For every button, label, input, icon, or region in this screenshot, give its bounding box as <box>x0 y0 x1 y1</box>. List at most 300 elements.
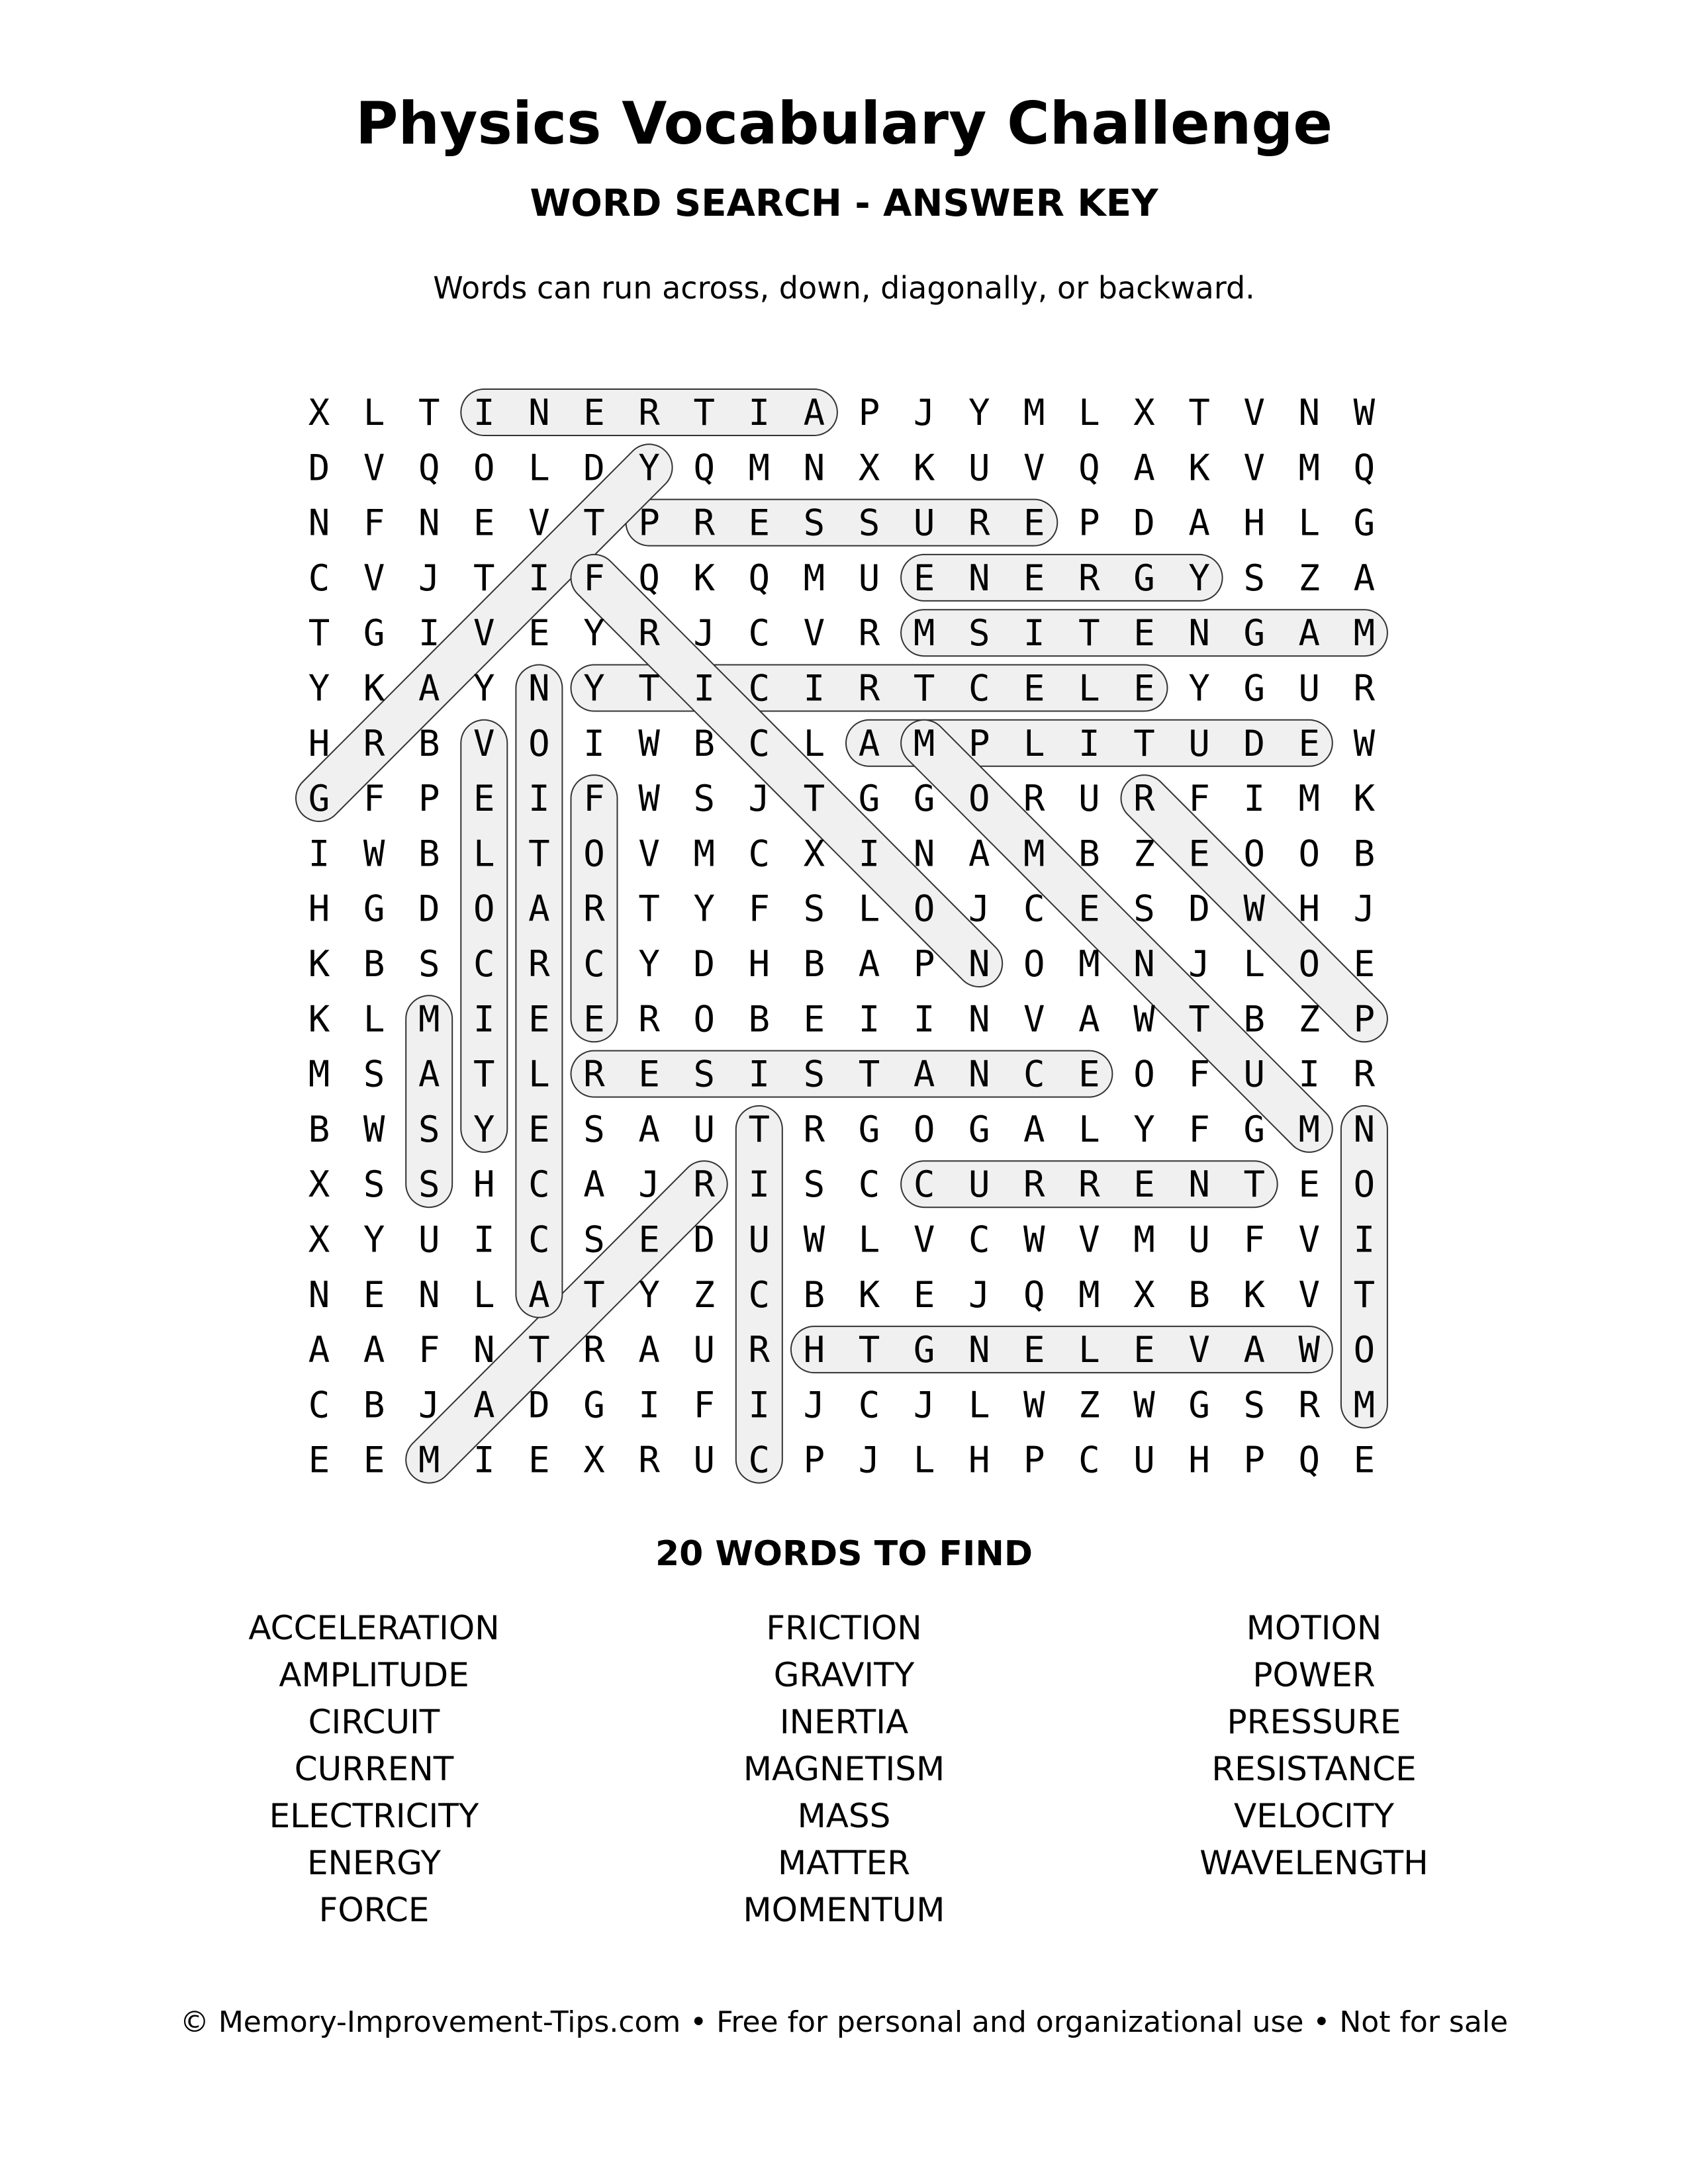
page-subtitle: WORD SEARCH - ANSWER KEY <box>530 182 1158 225</box>
word-list-item: ACCELERATION <box>248 1609 500 1647</box>
grid-letter: A <box>913 1053 935 1095</box>
grid-letter: S <box>693 1053 715 1095</box>
grid-letter: E <box>1023 667 1045 709</box>
grid-letter: I <box>308 833 330 875</box>
grid-letter: O <box>1298 943 1321 985</box>
grid-letter: N <box>1188 1163 1210 1206</box>
grid-letter: B <box>1188 1273 1210 1316</box>
grid-letter: T <box>693 392 715 433</box>
grid-letter: O <box>1353 1329 1376 1371</box>
grid-letter: K <box>913 447 935 489</box>
grid-letter: M <box>1023 833 1045 875</box>
grid-letter: N <box>418 502 440 544</box>
grid-letter: D <box>528 1384 550 1426</box>
grid-letter: R <box>693 1163 715 1206</box>
grid-letter: S <box>803 502 825 544</box>
grid-letter: H <box>1298 887 1321 930</box>
grid-letter: V <box>1078 1218 1100 1261</box>
grid-letter: I <box>528 557 550 599</box>
grid-letter: U <box>968 1163 990 1206</box>
grid-letter: I <box>638 1384 660 1426</box>
grid-letter: R <box>693 502 715 544</box>
grid-letter: I <box>473 1439 495 1481</box>
grid-letter: S <box>583 1218 605 1261</box>
grid-letter: W <box>1353 722 1376 764</box>
grid-letter: S <box>418 1163 440 1206</box>
grid-letter: B <box>308 1108 330 1150</box>
grid-letter: F <box>363 502 385 544</box>
grid-letter: G <box>858 778 880 820</box>
grid-letter: E <box>1133 667 1155 709</box>
grid-letter: U <box>418 1218 440 1261</box>
grid-letter: A <box>1078 998 1100 1040</box>
grid-letter: E <box>1353 943 1376 985</box>
grid-letter: V <box>1243 447 1265 489</box>
grid-letter: A <box>528 1273 550 1316</box>
grid-letter: L <box>1078 1108 1100 1150</box>
grid-letter: O <box>693 998 715 1040</box>
grid-letter: J <box>968 1273 990 1316</box>
grid-letter: S <box>363 1163 385 1206</box>
grid-letter: R <box>748 1329 771 1371</box>
grid-letter: Q <box>638 557 660 599</box>
grid-letter: O <box>1023 943 1045 985</box>
grid-letter: N <box>308 502 330 544</box>
grid-letter: T <box>748 1108 771 1150</box>
grid-letter: H <box>803 1329 825 1371</box>
grid-letter: L <box>858 887 880 930</box>
grid-letter: T <box>1188 392 1210 433</box>
grid-letter: A <box>858 943 880 985</box>
grid-letter: L <box>1078 667 1100 709</box>
grid-letter: E <box>1078 1053 1100 1095</box>
grid-letter: L <box>528 1053 550 1095</box>
grid-letter: T <box>1353 1273 1376 1316</box>
grid-letter: J <box>968 887 990 930</box>
grid-letter: J <box>638 1163 660 1206</box>
grid-letter: T <box>1188 998 1210 1040</box>
grid-letter: M <box>913 612 935 655</box>
grid-letter: Y <box>308 667 330 709</box>
word-list-item: CURRENT <box>294 1750 454 1788</box>
grid-letter: P <box>418 778 440 820</box>
grid-letter: Z <box>693 1273 715 1316</box>
grid-letter: C <box>748 612 771 655</box>
grid-letter: D <box>1188 887 1210 930</box>
grid-letter: Y <box>1133 1108 1155 1150</box>
grid-letter: L <box>363 998 385 1040</box>
grid-letter: N <box>968 943 990 985</box>
grid-letter: T <box>528 833 550 875</box>
grid-letter: O <box>473 887 495 930</box>
grid-letter: I <box>583 722 605 764</box>
grid-letter: Q <box>1298 1439 1321 1481</box>
grid-letter: R <box>638 612 660 655</box>
grid-letter: R <box>638 392 660 433</box>
grid-letter: L <box>1023 722 1045 764</box>
grid-letter: L <box>473 1273 495 1316</box>
grid-letter: F <box>1188 1108 1210 1150</box>
grid-letter: J <box>1353 887 1376 930</box>
grid-letter: T <box>638 887 660 930</box>
grid-letter: U <box>693 1329 715 1371</box>
grid-letter: H <box>308 887 330 930</box>
grid-letter: C <box>858 1384 880 1426</box>
grid-letter: J <box>748 778 771 820</box>
grid-letter: A <box>1353 557 1376 599</box>
word-list-item: MATTER <box>778 1844 910 1882</box>
grid-letter: N <box>803 447 825 489</box>
grid-letter: A <box>638 1108 660 1150</box>
grid-letter: X <box>308 1163 330 1206</box>
grid-letter: R <box>1078 557 1100 599</box>
grid-letter: M <box>1298 778 1321 820</box>
grid-letter: Z <box>1298 557 1321 599</box>
grid-letter: R <box>858 667 880 709</box>
grid-letter: R <box>583 887 605 930</box>
grid-letter: T <box>858 1053 880 1095</box>
grid-letter: B <box>803 943 825 985</box>
grid-letter: U <box>913 502 935 544</box>
grid-letter: C <box>1023 1053 1045 1095</box>
grid-letter: S <box>968 612 990 655</box>
grid-letter: J <box>418 1384 440 1426</box>
grid-letter: E <box>528 1439 550 1481</box>
grid-letter: A <box>1298 612 1321 655</box>
word-list-item: FRICTION <box>766 1609 922 1647</box>
grid-letter: E <box>748 502 771 544</box>
grid-letter: R <box>803 1108 825 1150</box>
grid-letter: U <box>1188 722 1210 764</box>
page-title: Physics Vocabulary Challenge <box>355 89 1333 158</box>
grid-letter: C <box>913 1163 935 1206</box>
grid-letter: V <box>363 557 385 599</box>
grid-letter: X <box>308 392 330 433</box>
grid-letter: Z <box>1133 833 1155 875</box>
grid-letter: A <box>418 1053 440 1095</box>
grid-letter: L <box>1078 392 1100 433</box>
grid-letter: F <box>1243 1218 1265 1261</box>
grid-letter: C <box>308 1384 330 1426</box>
grid-letter: H <box>308 722 330 764</box>
grid-letter: N <box>528 667 550 709</box>
grid-letter: J <box>913 1384 935 1426</box>
grid-letter: S <box>803 1163 825 1206</box>
grid-letter: U <box>693 1108 715 1150</box>
grid-letter: B <box>418 722 440 764</box>
grid-letter: Y <box>473 1108 495 1150</box>
grid-letter: N <box>528 392 550 433</box>
word-list-item: FORCE <box>318 1891 430 1929</box>
grid-letter: P <box>803 1439 825 1481</box>
grid-letter: B <box>1353 833 1376 875</box>
grid-letter: E <box>913 1273 935 1316</box>
grid-letter: R <box>1023 778 1045 820</box>
grid-letter: I <box>913 998 935 1040</box>
grid-letter: E <box>1078 887 1100 930</box>
grid-letter: T <box>803 778 825 820</box>
grid-letter: E <box>1133 612 1155 655</box>
grid-letter: K <box>1353 778 1376 820</box>
word-list-item: MOTION <box>1246 1609 1382 1647</box>
grid-letter: B <box>748 998 771 1040</box>
grid-letter: N <box>968 998 990 1040</box>
grid-letter: M <box>748 447 771 489</box>
word-list-item: RESISTANCE <box>1211 1750 1417 1788</box>
grid-letter: G <box>913 1329 935 1371</box>
grid-letter: C <box>528 1218 550 1261</box>
grid-letter: T <box>473 1053 495 1095</box>
grid-letter: I <box>748 392 771 433</box>
word-list-item: AMPLITUDE <box>279 1656 469 1694</box>
grid-letter: V <box>1298 1273 1321 1316</box>
grid-letter: P <box>1078 502 1100 544</box>
grid-letter: K <box>363 667 385 709</box>
grid-letter: M <box>1298 447 1321 489</box>
grid-letter: T <box>308 612 330 655</box>
word-list-item: MOMENTUM <box>743 1891 945 1929</box>
grid-letter: J <box>913 392 935 433</box>
grid-letter: K <box>1243 1273 1265 1316</box>
grid-letter: Y <box>638 447 660 489</box>
grid-letter: V <box>1188 1329 1210 1371</box>
grid-letter: W <box>1133 1384 1155 1426</box>
grid-letter: E <box>308 1439 330 1481</box>
grid-letter: Q <box>1023 1273 1045 1316</box>
grid-letter: J <box>693 612 715 655</box>
grid-letter: A <box>1188 502 1210 544</box>
grid-letter: S <box>418 943 440 985</box>
grid-letter: C <box>748 1439 771 1481</box>
grid-letter: A <box>803 392 825 433</box>
grid-letter: T <box>913 667 935 709</box>
grid-letter: Q <box>693 447 715 489</box>
grid-letter: I <box>1353 1218 1376 1261</box>
grid-letter: T <box>418 392 440 433</box>
grid-letter: L <box>913 1439 935 1481</box>
grid-letter: O <box>913 887 935 930</box>
grid-letter: P <box>968 722 990 764</box>
grid-letter: I <box>473 998 495 1040</box>
grid-letter: S <box>803 887 825 930</box>
grid-letter: W <box>1298 1329 1321 1371</box>
grid-letter: E <box>528 612 550 655</box>
grid-letter: J <box>858 1439 880 1481</box>
word-list-item: POWER <box>1252 1656 1376 1694</box>
footer-copyright: © Memory-Improvement-Tips.com • Free for personal and organizational use • Not for sale <box>179 2005 1509 2039</box>
grid-letter: E <box>1023 1329 1045 1371</box>
grid-letter: V <box>1298 1218 1321 1261</box>
grid-letter: T <box>1133 722 1155 764</box>
grid-letter: C <box>1023 887 1045 930</box>
grid-letter: E <box>528 998 550 1040</box>
grid-letter: V <box>913 1218 935 1261</box>
grid-letter: L <box>363 392 385 433</box>
grid-letter: A <box>638 1329 660 1371</box>
grid-letter: N <box>418 1273 440 1316</box>
grid-letter: L <box>968 1384 990 1426</box>
grid-letter: A <box>308 1329 330 1371</box>
grid-letter: C <box>968 1218 990 1261</box>
grid-letter: Q <box>418 447 440 489</box>
grid-letter: N <box>968 1053 990 1095</box>
grid-letter: X <box>858 447 880 489</box>
grid-letter: F <box>1188 778 1210 820</box>
grid-letter: P <box>638 502 660 544</box>
grid-letter: O <box>1298 833 1321 875</box>
grid-letter: M <box>803 557 825 599</box>
word-list-item: PRESSURE <box>1227 1703 1401 1741</box>
grid-letter: D <box>308 447 330 489</box>
grid-letter: M <box>1133 1218 1155 1261</box>
grid-letter: W <box>1243 887 1265 930</box>
grid-letter: C <box>583 943 605 985</box>
grid-letter: U <box>1078 778 1100 820</box>
grid-letter: W <box>1023 1384 1045 1426</box>
word-list-item: MAGNETISM <box>743 1750 945 1788</box>
grid-letter: O <box>583 833 605 875</box>
grid-letter: E <box>473 778 495 820</box>
word-list-column-2 <box>612 1605 1076 1934</box>
grid-letter: U <box>1243 1053 1265 1095</box>
grid-letter: Y <box>638 1273 660 1316</box>
grid-letter: N <box>913 833 935 875</box>
grid-letter: U <box>1188 1218 1210 1261</box>
grid-letter: L <box>528 447 550 489</box>
grid-letter: W <box>638 778 660 820</box>
grid-letter: V <box>1023 447 1045 489</box>
grid-letter: R <box>638 998 660 1040</box>
grid-letter: I <box>1298 1053 1321 1095</box>
grid-letter: I <box>858 998 880 1040</box>
grid-letter: R <box>1078 1163 1100 1206</box>
grid-letter: L <box>1298 502 1321 544</box>
grid-letter: B <box>363 943 385 985</box>
grid-letter: N <box>473 1329 495 1371</box>
grid-letter: X <box>308 1218 330 1261</box>
grid-letter: G <box>1188 1384 1210 1426</box>
word-list-item: VELOCITY <box>1234 1797 1394 1835</box>
grid-letter: M <box>1078 1273 1100 1316</box>
grid-letter: W <box>363 1108 385 1150</box>
grid-letter: T <box>858 1329 880 1371</box>
grid-letter: B <box>693 722 715 764</box>
grid-letter: R <box>1133 778 1155 820</box>
grid-letter: O <box>528 722 550 764</box>
grid-letter: E <box>473 502 495 544</box>
grid-letter: O <box>1353 1163 1376 1206</box>
grid-letter: I <box>748 1384 771 1426</box>
grid-letter: I <box>803 667 825 709</box>
grid-letter: C <box>473 943 495 985</box>
grid-letter: A <box>418 667 440 709</box>
grid-letter: I <box>528 778 550 820</box>
grid-letter: T <box>1243 1163 1265 1206</box>
answer-highlight-mass <box>429 1184 704 1460</box>
grid-letter: M <box>693 833 715 875</box>
grid-letter: C <box>858 1163 880 1206</box>
grid-letter: T <box>528 1329 550 1371</box>
grid-letter: M <box>1023 392 1045 433</box>
grid-letter: I <box>693 667 715 709</box>
grid-letter: E <box>1133 1163 1155 1206</box>
grid-letter: M <box>1298 1108 1321 1150</box>
grid-letter: T <box>583 1273 605 1316</box>
grid-letter: M <box>913 722 935 764</box>
word-list-column-3 <box>1082 1605 1546 1887</box>
grid-letter: A <box>858 722 880 764</box>
word-list <box>0 1605 1688 1949</box>
grid-letter: U <box>858 557 880 599</box>
grid-letter: N <box>1353 1108 1376 1150</box>
grid-letter: I <box>748 1053 771 1095</box>
grid-letter: Q <box>1353 447 1376 489</box>
grid-letter: G <box>363 612 385 655</box>
grid-letter: I <box>1023 612 1045 655</box>
grid-letter: C <box>968 667 990 709</box>
grid-letter: P <box>1023 1439 1045 1481</box>
grid-letter: A <box>363 1329 385 1371</box>
grid-letter: G <box>1243 612 1265 655</box>
grid-letter: L <box>803 722 825 764</box>
grid-letter: H <box>968 1439 990 1481</box>
grid-letter: H <box>748 943 771 985</box>
grid-letter: J <box>803 1384 825 1426</box>
grid-letter: E <box>638 1053 660 1095</box>
grid-letter: B <box>363 1384 385 1426</box>
grid-letter: T <box>1078 612 1100 655</box>
grid-letter: U <box>1298 667 1321 709</box>
grid-letter: N <box>1188 612 1210 655</box>
grid-letter: L <box>1078 1329 1100 1371</box>
grid-letter: R <box>1023 1163 1045 1206</box>
grid-letter: C <box>308 557 330 599</box>
grid-letter: I <box>748 1163 771 1206</box>
grid-letter: K <box>858 1273 880 1316</box>
grid-letter: C <box>528 1163 550 1206</box>
grid-letter: F <box>583 778 605 820</box>
grid-letter: I <box>473 1218 495 1261</box>
grid-letter: Y <box>638 943 660 985</box>
grid-letter: E <box>1298 1163 1321 1206</box>
grid-letter: S <box>803 1053 825 1095</box>
grid-letter: E <box>1023 502 1045 544</box>
grid-letter: E <box>1298 722 1321 764</box>
grid-letter: S <box>363 1053 385 1095</box>
grid-letter: V <box>803 612 825 655</box>
grid-letter: N <box>308 1273 330 1316</box>
grid-letter: K <box>693 557 715 599</box>
grid-letter: P <box>858 392 880 433</box>
grid-letter: F <box>363 778 385 820</box>
grid-letter: A <box>473 1384 495 1426</box>
grid-letter: R <box>583 1053 605 1095</box>
grid-letter: G <box>1243 1108 1265 1150</box>
grid-letter: F <box>1188 1053 1210 1095</box>
grid-letter: V <box>363 447 385 489</box>
grid-letter: O <box>913 1108 935 1150</box>
word-list-item: ENERGY <box>306 1844 442 1882</box>
grid-letter: G <box>968 1108 990 1150</box>
grid-letter: W <box>1133 998 1155 1040</box>
grid-letter: O <box>473 447 495 489</box>
grid-letter: V <box>1023 998 1045 1040</box>
grid-letter: F <box>583 557 605 599</box>
grid-letter: N <box>968 557 990 599</box>
grid-letter: D <box>1133 502 1155 544</box>
grid-letter: U <box>968 447 990 489</box>
grid-letter: E <box>1353 1439 1376 1481</box>
